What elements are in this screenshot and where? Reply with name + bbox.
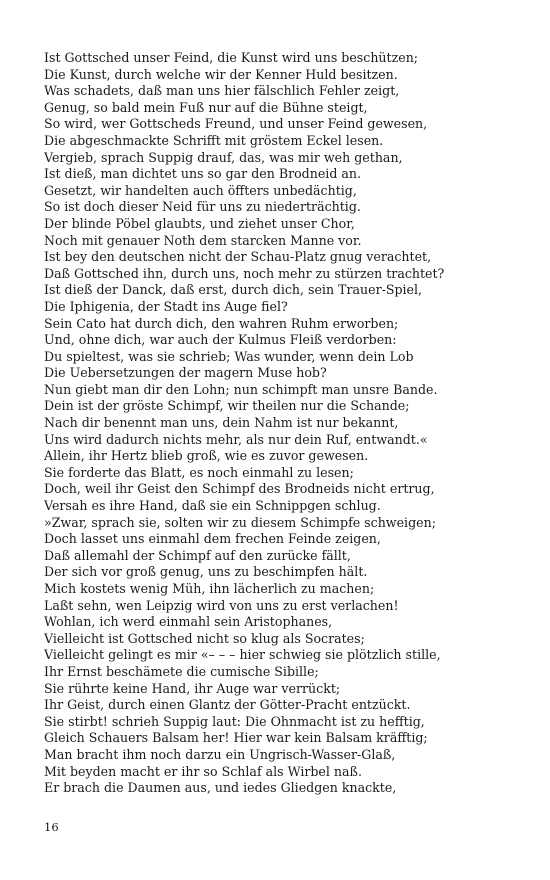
- poem-line: Vielleicht ist Gottsched nicht so klug als Socrates;: [44, 630, 365, 646]
- poem-line: Allein, ihr Hertz blieb groß, wie es zuvor gewesen.: [44, 448, 369, 464]
- poem-line: Die abgeschmackte Schrifft mit gröstem Eckel lesen.: [44, 132, 384, 148]
- poem-line: Sie rührte keine Hand, ihr Auge war verrückt;: [44, 680, 341, 696]
- poem-line: Uns wird dadurch nichts mehr, als nur dein Ruf, entwandt.«: [44, 431, 428, 447]
- poem-line: Und, ohne dich, war auch der Kulmus Fleiß verdorben:: [44, 332, 397, 348]
- poem-line: Noch mit genauer Noth dem starcken Manne vor.: [44, 232, 362, 248]
- poem-line: Sie stirbt! schrieh Suppig laut: Die Ohnmacht ist zu hefftig,: [44, 713, 425, 729]
- poem-line: Ist bey den deutschen nicht der Schau-Platz gnug verachtet,: [44, 249, 432, 265]
- poem-line: Die Uebersetzungen der magern Muse hob?: [44, 365, 327, 381]
- poem-line: Ist dieß, man dichtet uns so gar den Brodneid an.: [44, 166, 362, 182]
- poem-line: Gleich Schauers Balsam her! Hier war kein Balsam kräfftig;: [44, 730, 428, 746]
- poem-line: Genug, so bald mein Fuß nur auf die Bühne steigt,: [44, 99, 368, 115]
- poem-line: Nach dir benennt man uns, dein Nahm ist nur bekannt,: [44, 415, 399, 431]
- poem-line: Doch, weil ihr Geist den Schimpf des Brodneids nicht ertrug,: [44, 481, 435, 497]
- poem-line: So wird, wer Gottscheds Freund, und unser Feind gewesen,: [44, 116, 428, 132]
- poem-line: Wohlan, ich werd einmahl sein Aristophanes,: [44, 614, 333, 630]
- poem-line: Die Kunst, durch welche wir der Kenner Huld besitzen.: [44, 66, 398, 82]
- poem-line: Sie forderte das Blatt, es noch einmahl zu lesen;: [44, 464, 354, 480]
- poem-line: Man bracht ihm noch darzu ein Ungrisch-Wasser-Glaß,: [44, 746, 396, 762]
- poem-line: Der blinde Pöbel glaubts, und ziehet unser Chor,: [44, 215, 355, 231]
- poem-line: Daß Gottsched ihn, durch uns, noch mehr zu stürzen trachtet?: [44, 265, 445, 281]
- poem-line: So ist doch dieser Neid für uns zu niederträchtig.: [44, 199, 361, 215]
- poem-line: Mit beyden macht er ihr so Schlaf als Wirbel naß.: [44, 763, 362, 779]
- poem-line: Gesetzt, wir handelten auch öffters unbedächtig,: [44, 182, 357, 198]
- poem-line: Er brach die Daumen aus, und iedes Gliedgen knackte,: [44, 780, 397, 796]
- poem-line: Doch lasset uns einmahl dem frechen Feinde zeigen,: [44, 531, 381, 547]
- poem-line: Sein Cato hat durch dich, den wahren Ruhm erworben;: [44, 315, 399, 331]
- poem-line: Ihr Geist, durch einen Glantz der Götter-Pracht entzückt.: [44, 697, 411, 713]
- poem-line: Ist Gottsched unser Feind, die Kunst wird uns beschützen;: [44, 50, 419, 65]
- poem-line: Ihr Ernst beschämete die cumische Sibille;: [44, 663, 319, 679]
- poem-line: Nun giebt man dir den Lohn; nun schimpft man unsre Bande.: [44, 381, 438, 397]
- poem-line: Vergieb, sprach Suppig drauf, das, was mir weh gethan,: [44, 149, 403, 165]
- poem-line: Die Iphigenia, der Stadt ins Auge fiel?: [44, 298, 288, 314]
- poem-line: Du spieltest, was sie schrieb; Was wunder, wenn dein Lob: [44, 348, 414, 364]
- poem-line: Ist dieß der Danck, daß erst, durch dich, sein Trauer-Spiel,: [44, 282, 423, 298]
- poem-line: Daß allemahl der Schimpf auf den zurücke fällt,: [44, 547, 351, 563]
- poem-line: Der sich vor groß genug, uns zu beschimpfen hält.: [44, 564, 368, 580]
- poem-text: [44, 50, 524, 797]
- poem-line: Versah es ihre Hand, daß sie ein Schnippgen schlug.: [44, 498, 381, 514]
- poem-line: Dein ist der gröste Schimpf, wir theilen nur die Schande;: [44, 398, 410, 414]
- poem-line: Mich kostets wenig Müh, ihn lächerlich zu machen;: [44, 581, 375, 596]
- poem-line: »Zwar, sprach sie, solten wir zu diesem Schimpfe schweigen;: [44, 514, 436, 530]
- page-number: 16: [44, 820, 59, 834]
- poem-line: Laßt sehn, wen Leipzig wird von uns zu erst verlachen!: [44, 597, 399, 613]
- poem-line: Was schadets, daß man uns hier fälschlich Fehler zeigt,: [44, 83, 400, 99]
- poem-line: Vielleicht gelingt es mir «– – – hier schwieg sie plötzlich stille,: [44, 647, 441, 663]
